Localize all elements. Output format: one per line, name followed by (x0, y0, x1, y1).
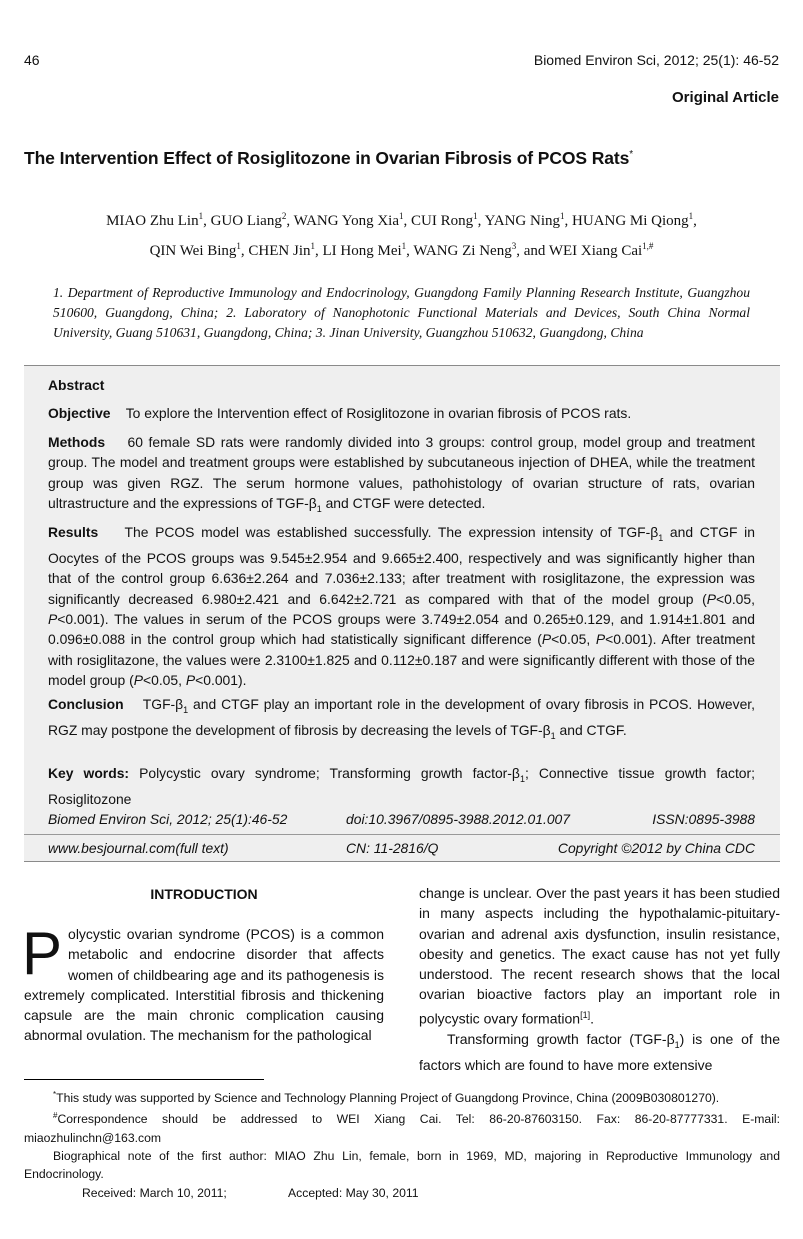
author: WANG Zi Neng$^3$ (413, 241, 517, 259)
page-number: 46 (24, 52, 40, 68)
author: and WEI Xiang Cai$^{1,\#}$ (523, 241, 654, 259)
author: CUI Rong$^1$ (411, 211, 478, 229)
introduction-column-right: change is unclear. Over the past years it has been studied in many aspects including the hypothalamic-pituitary-ovarian and adrenal axis dysfunction, insulin resistance, obesity and genetics. The exact cause has not yet fully understood. The recent research shows that the local ovarian bioactive factors play an important role in polycystic ovary formation[1]. Transforming growth factor $(TGF-\beta_1)$ is one of the factors which are found to have more extensive (419, 883, 780, 1075)
drop-cap: P (22, 920, 63, 987)
footnote-funding: *This study was supported by Science and Technology Planning Project of Guangdong Province, China (2009B030801270). (53, 1090, 720, 1106)
title-text: The Intervention Effect of Rosiglitozone in Ovarian Fibrosis of PCOS Rats (24, 148, 630, 168)
citation-copyright: Copyright ©2012 by China CDC (557, 840, 755, 856)
author: HUANG Mi Qiong$^1$ (571, 211, 694, 229)
article-type: Original Article (672, 89, 779, 106)
abstract-box (24, 365, 780, 862)
introduction-paragraph: olycystic ovarian syndrome (PCOS) is a common metabolic and endocrine disorder that affects women of childbearing age and its pathogenesis is extremely complicated. Interstitial fibrosis and thickening capsule are the main chronic complication causing abnormal ovulation. The mechanism for the pathological (24, 926, 384, 1044)
author: MIAO Zhu Lin$^1$ (106, 211, 204, 229)
abstract-objective: Objective To explore the Intervention effect of Rosiglitozone in ovarian fibrosis of PCOS rats. (48, 405, 632, 421)
section-heading-introduction: INTRODUCTION (150, 886, 258, 902)
article-title (24, 148, 633, 169)
footnotes (24, 1086, 780, 1202)
footnote-correspondence: #Correspondence should be addressed to WEI Xiang Cai. Tel: 86-20-87603150. Fax: 86-20-87777331. E-mail: miaozhulinchn@163.com (24, 1111, 780, 1145)
reference-citation[interactable]: [1] (580, 1009, 591, 1020)
introduction-paragraph-continued: change is unclear. Over the past years it has been studied in many aspects including the hypothalamic-pituitary-ovarian and adrenal axis dysfunction, insulin resistance, obesity and genetics. The exact cause has not yet fully understood. The recent research shows that the local ovarian bioactive factors play an important role in polycystic ovary formation (419, 885, 780, 1027)
footnote-biography: Biographical note of the first author: MIAO Zhu Lin, female, born in 1969, MD, majoring in Reproductive Immunology and Endocrinology. (24, 1149, 780, 1182)
affiliations: 1. Department of Reproductive Immunology and Endocrinology, Guangdong Family Planning Research Institute, Guangzhou 510600, Guangdong, China; 2. Laboratory of Nanophotonic Functional Materials and Devices, South China Normal University, Guang 510631, Guangdong, China; 3. Jinan University, Guangzhou 510632, Guangdong, China (53, 285, 750, 340)
journal-reference: Biomed Environ Sci, 2012; 25(1): 46-52 (533, 52, 779, 68)
abstract-heading: Abstract (48, 377, 105, 393)
introduction-paragraph-2: Transforming growth factor $(TGF-\beta_1)$ is one of the factors which are found to have more extensive (419, 1030, 780, 1073)
title-footnote-mark: * (629, 149, 634, 161)
citation-issn: ISSN:0895-3988 (652, 811, 755, 827)
author-list: MIAO Zhu Lin$^1$, GUO Liang$^2$, WANG Yong Xia$^1$, CUI Rong$^1$, YANG Ning$^1$, HUANG Mi Qiong$^1$, QIN Wei Bing$^1$, CHEN Jin$^1$, LI Hong Mei$^1$, WANG Zi Neng$^3$, and WEI Xiang Cai$^{1,\#}$ (106, 211, 697, 259)
footnote-rule (24, 1079, 264, 1080)
citation-row (48, 811, 755, 831)
author: CHEN Jin$^1$ (248, 241, 315, 259)
introduction-column-left (22, 920, 384, 1046)
abstract-results: Results The PCOS model was established successfully. The expression intensity of TGF-$\beta_1$ and CTGF in Oocytes of the PCOS groups was 9.545±2.954 and 9.665±2.400, respectively and was significantly higher than that of the control group 6.636±2.264 and 7.036±2.133; after treatment with rosiglitazone, the expression was significantly decreased 6.980±2.421 and 6.642±2.721 as compared with that of the model group (P<0.05, P<0.001). The values in serum of the PCOS groups were 3.749±2.054 and 0.265±0.129, and 1.914±1.801 and 0.096±0.088 in the control group which had statistically significant difference (P<0.05, P<0.001). After treatment with rosiglitazone, the values were 2.3100±1.825 and 0.112±0.187 and were significantly different with those of the model group (P<0.05, P<0.001). (48, 524, 755, 688)
author: WANG Yong Xia$^1$ (293, 211, 404, 229)
citation-divider (24, 834, 780, 835)
footnote-dates: Received: March 10, 2011; Accepted: May 30, 2011 (82, 1185, 419, 1200)
citation-row (48, 840, 755, 860)
author: YANG Ning$^1$ (484, 211, 565, 229)
author: QIN Wei Bing$^1$ (149, 241, 241, 259)
abstract-methods: Methods 60 female SD rats were randomly divided into 3 groups: control group, model group and treatment group. The model and treatment groups were established by subcutaneous injection of DHEA, while the treatment group was given RGZ. The serum hormone values, pathohistology of ovarian structure of rats, ovarian ultrastructure and the expressions of TGF-$\beta_1$ and CTGF were detected. (48, 434, 756, 514)
citation-cn: CN: 11-2816/Q (346, 840, 439, 856)
abstract-keywords: Key words: Polycystic ovary syndrome; Transforming growth factor-$\beta_1$; Connective tissue growth factor; Rosiglitozone (48, 765, 756, 808)
abstract-conclusion: Conclusion TGF-$\beta_1$ and CTGF play an important role in the development of ovary fibrosis in PCOS. However, RGZ may postpone the development of fibrosis by decreasing the levels of TGF-$\beta_1$ and CTGF. (48, 696, 756, 741)
author: LI Hong Mei$^1$ (322, 241, 407, 259)
citation-doi[interactable]: doi:10.3967/0895-3988.2012.01.007 (346, 811, 571, 827)
author: GUO Liang$^2$ (210, 211, 287, 229)
citation-journal: Biomed Environ Sci, 2012; 25(1):46-52 (48, 811, 288, 827)
citation-website-link[interactable]: www.besjournal.com(full text) (48, 840, 229, 856)
